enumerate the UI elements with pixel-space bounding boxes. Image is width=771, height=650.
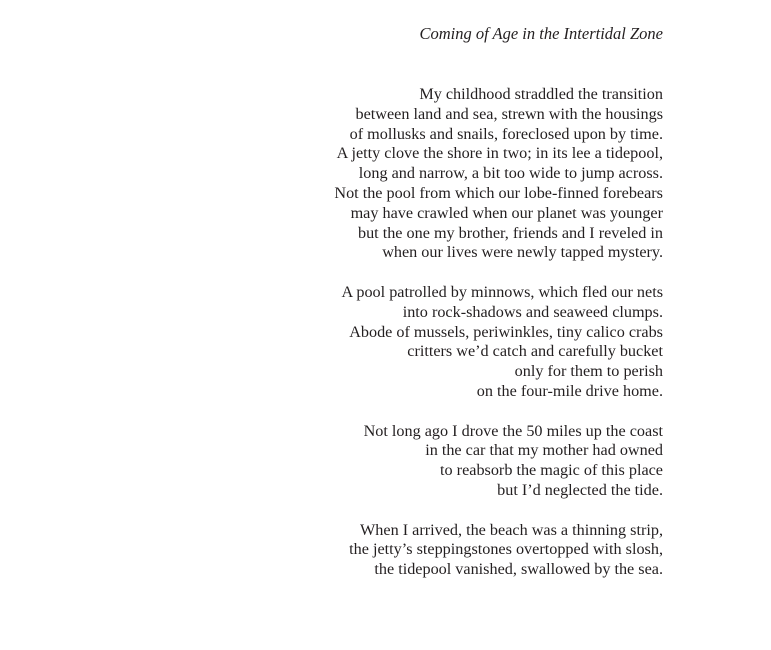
- poem-line: When I arrived, the beach was a thinning strip,: [360, 520, 663, 539]
- poem-line: in the car that my mother had owned: [425, 441, 663, 460]
- poem-line: but the one my brother, friends and I reveled in: [357, 223, 663, 242]
- poem-line: A pool patrolled by minnows, which fled our nets: [341, 282, 663, 301]
- poem-line: the tidepool vanished, swallowed by the sea.: [374, 560, 663, 579]
- stanza: [243, 422, 663, 501]
- poem-line: critters we’d catch and carefully bucket: [407, 342, 663, 361]
- poem-line: Abode of mussels, periwinkles, tiny calico crabs: [349, 322, 663, 341]
- poem-line: to reabsorb the magic of this place: [440, 461, 663, 480]
- running-title: Coming of Age in the Intertidal Zone: [419, 24, 663, 43]
- poem-line: My childhood straddled the transition: [419, 85, 663, 103]
- poem-line: long and narrow, a bit too wide to jump across.: [358, 164, 663, 183]
- stanza: [243, 283, 663, 402]
- poem-line: Not long ago I drove the 50 miles up the coast: [363, 421, 663, 440]
- poem-line: the jetty’s steppingstones overtopped with slosh,: [349, 540, 663, 559]
- poem-line: between land and sea, strewn with the housings: [355, 104, 663, 123]
- poem-line: of mollusks and snails, foreclosed upon by time.: [349, 124, 663, 143]
- poem-line: may have crawled when our planet was younger: [350, 203, 663, 222]
- poem-line: only for them to perish: [514, 362, 663, 381]
- poem-line: A jetty clove the shore in two; in its lee a tidepool,: [336, 144, 663, 163]
- poem-line: when our lives were newly tapped mystery.: [382, 243, 663, 262]
- stanza: [243, 521, 663, 580]
- poem-line: on the four-mile drive home.: [476, 381, 663, 400]
- poem-line: Not the pool from which our lobe-finned forebears: [334, 183, 663, 202]
- poem-line: into rock-shadows and seaweed clumps.: [402, 302, 663, 321]
- poem-body: [243, 85, 663, 600]
- poem-line: but I’d neglected the tide.: [497, 480, 663, 499]
- stanza: [243, 85, 663, 263]
